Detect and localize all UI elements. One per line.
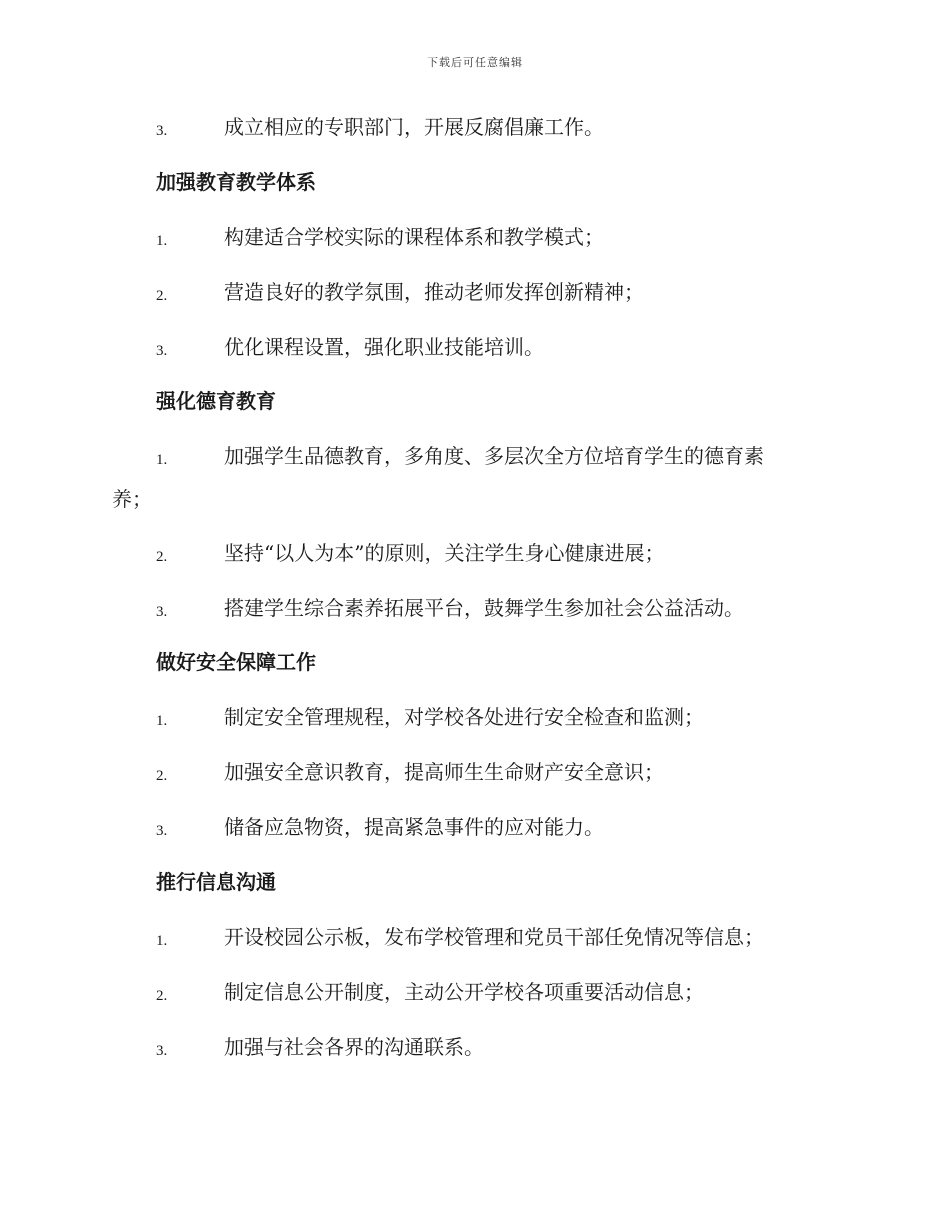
list-text: 营造良好的教学氛围，推动老师发挥创新精神； [224, 280, 644, 304]
list-number: 3. [156, 604, 168, 620]
header-note: 下载后可任意编辑 [427, 56, 523, 69]
list-text: 加强安全意识教育，提高师生生命财产安全意识； [224, 760, 664, 784]
list-text: 加强学生品德教育，多角度、多层次全方位培育学生的德育素 [224, 444, 764, 468]
list-text: 优化课程设置，强化职业技能培训。 [224, 335, 544, 359]
list-text: 成立相应的专职部门，开展反腐倡廉工作。 [224, 115, 604, 139]
section-heading-text: 加强教育教学体系 [156, 170, 316, 194]
list-number: 2. [156, 288, 168, 304]
list-text: 制定安全管理规程，对学校各处进行安全检查和监测； [224, 705, 704, 729]
list-text: 构建适合学校实际的课程体系和教学模式； [224, 225, 604, 249]
list-number: 3. [156, 343, 168, 359]
section-heading-text: 做好安全保障工作 [156, 650, 316, 674]
list-text-tail: 养； [112, 487, 152, 511]
list-number: 1. [156, 233, 168, 249]
list-number: 1. [156, 713, 168, 729]
list-text: 搭建学生综合素养拓展平台，鼓舞学生参加社会公益活动。 [224, 596, 744, 620]
list-number: 2. [156, 768, 168, 784]
list-number: 3. [156, 1043, 168, 1059]
list-number: 3. [156, 123, 168, 139]
list-number: 2. [156, 988, 168, 1004]
list-number: 1. [156, 452, 168, 468]
list-number: 2. [156, 549, 168, 565]
list-number: 1. [156, 933, 168, 949]
section-heading-text: 推行信息沟通 [156, 870, 276, 894]
list-text: 储备应急物资，提高紧急事件的应对能力。 [224, 815, 604, 839]
list-text: 坚持“以人为本”的原则，关注学生身心健康进展； [224, 541, 665, 565]
list-text: 加强与社会各界的沟通联系。 [224, 1035, 484, 1059]
list-text: 开设校园公示板，发布学校管理和党员干部任免情况等信息； [224, 925, 764, 949]
list-text: 制定信息公开制度，主动公开学校各项重要活动信息； [224, 980, 704, 1004]
section-heading-text: 强化德育教育 [156, 389, 276, 413]
list-number: 3. [156, 823, 168, 839]
